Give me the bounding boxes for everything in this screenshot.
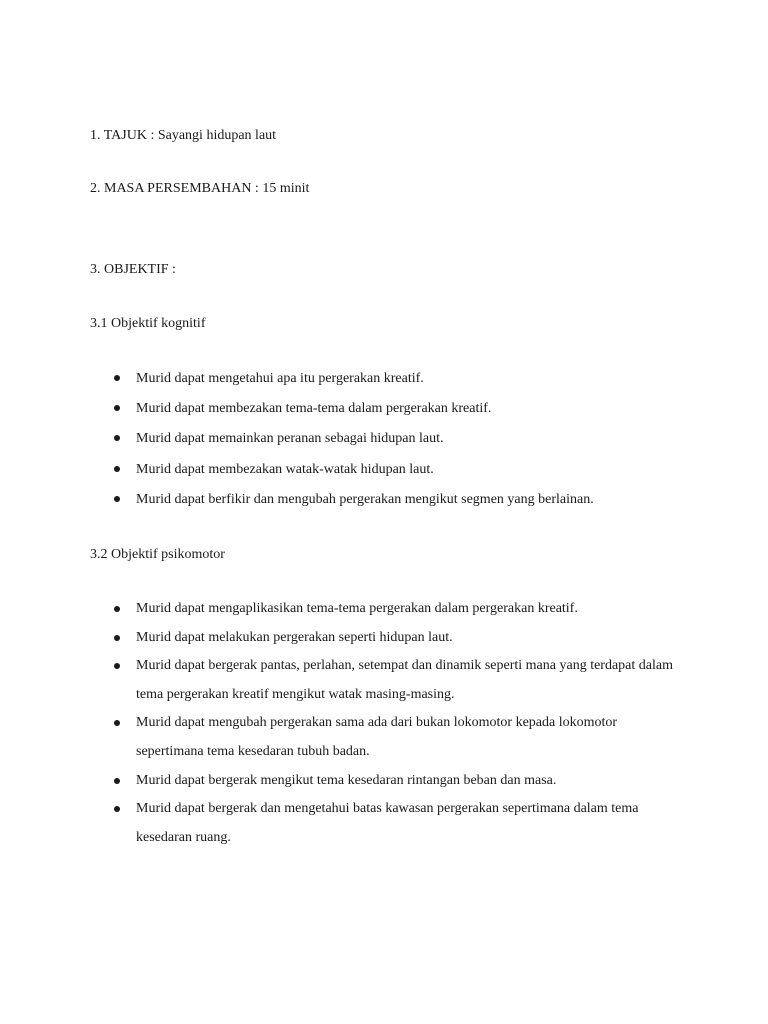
list-item xyxy=(0,485,768,515)
bullet-icon xyxy=(114,405,120,411)
cognitive-section-title: 3.1 Objektif kognitif xyxy=(90,316,206,331)
list-item xyxy=(0,595,768,624)
psychomotor-section-title: 3.2 Objektif psikomotor xyxy=(90,547,225,562)
psychomotor-objectives-list xyxy=(0,595,768,852)
list-item-text: Murid dapat memainkan peranan sebagai hidupan laut. xyxy=(136,431,444,447)
list-item xyxy=(0,624,768,653)
list-item-text: Murid dapat membezakan watak-watak hidupan laut. xyxy=(136,461,434,477)
bullet-icon xyxy=(114,496,120,502)
list-item-text: Murid dapat membezakan tema-tema dalam pergerakan kreatif. xyxy=(136,401,492,417)
list-item-text: Murid dapat bergerak dan mengetahui batas kawasan pergerakan sepertimana dalam tema kesedaran ruang. xyxy=(136,801,639,845)
cognitive-objectives-list xyxy=(0,364,768,515)
bullet-icon xyxy=(114,720,120,726)
list-item-text: Murid dapat bergerak pantas, perlahan, setempat dan dinamik seperti mana yang terdapat dalam tema pergerakan kreatif mengikut watak masing-masing. xyxy=(136,658,673,702)
title-heading: 1. TAJUK : Sayangi hidupan laut xyxy=(90,128,277,143)
list-item xyxy=(0,709,768,766)
list-item xyxy=(0,364,768,394)
list-item-text: Murid dapat mengetahui apa itu pergerakan kreatif. xyxy=(136,371,424,386)
list-item xyxy=(0,652,768,709)
list-item xyxy=(0,795,768,852)
list-item-text: Murid dapat melakukan pergerakan seperti hidupan laut. xyxy=(136,629,453,645)
bullet-icon xyxy=(114,375,120,381)
bullet-icon xyxy=(114,778,120,784)
bullet-icon xyxy=(114,663,120,669)
list-item xyxy=(0,424,768,454)
list-item-text: Murid dapat mengubah pergerakan sama ada dari bukan lokomotor kepada lokomotor sepertimana tema kesedaran tubuh badan. xyxy=(136,715,618,759)
bullet-icon xyxy=(114,466,120,472)
list-item-text: Murid dapat mengaplikasikan tema-tema pergerakan dalam pergerakan kreatif. xyxy=(136,601,578,616)
list-item-text: Murid dapat bergerak mengikut tema kesedaran rintangan beban dan masa. xyxy=(136,772,557,788)
list-item-text: Murid dapat berfikir dan mengubah pergerakan mengikut segmen yang berlainan. xyxy=(136,491,594,507)
list-item xyxy=(0,455,768,485)
bullet-icon xyxy=(114,635,120,641)
list-item xyxy=(0,767,768,796)
bullet-icon xyxy=(114,806,120,812)
bullet-icon xyxy=(114,435,120,441)
objective-heading: 3. OBJEKTIF : xyxy=(90,262,176,277)
list-item xyxy=(0,394,768,424)
duration-heading: 2. MASA PERSEMBAHAN : 15 minit xyxy=(90,181,310,196)
bullet-icon xyxy=(114,606,120,612)
